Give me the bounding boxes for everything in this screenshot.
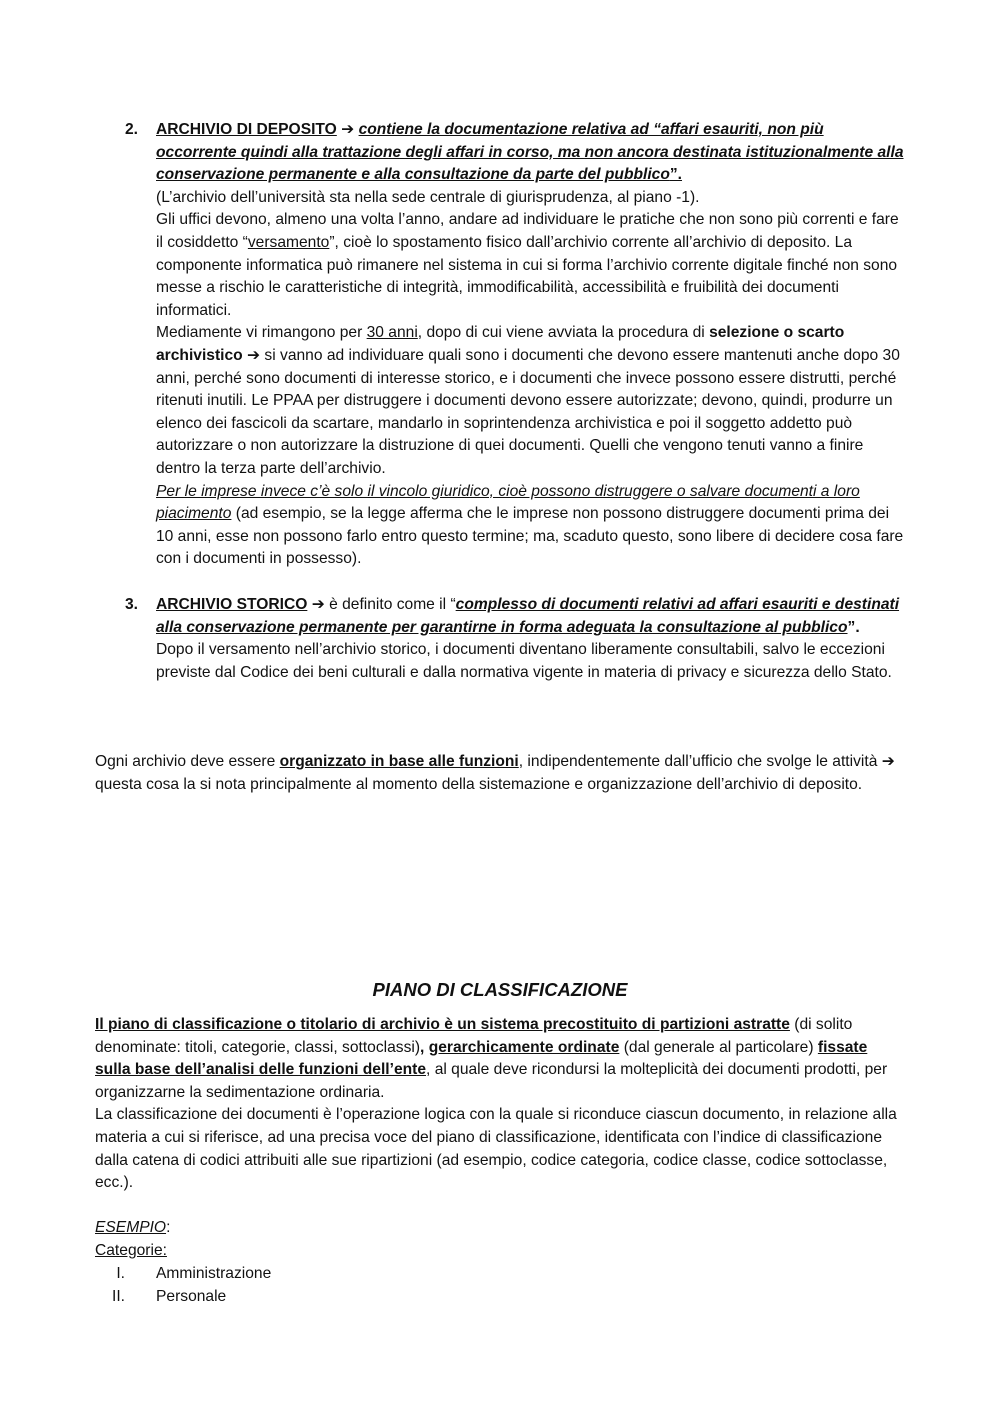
list-item-body — [156, 594, 905, 684]
imprese-italic: Per le imprese invece c’è solo il vincolo giuridico, cioè possono distruggere o salvare documenti a loro piacimento — [156, 482, 860, 523]
classification-section — [95, 1014, 907, 1195]
heading-archivio-storico: ARCHIVIO STORICO — [156, 596, 308, 613]
list-item — [95, 1263, 495, 1286]
versamento-paragraph — [156, 209, 905, 322]
classification-operation: La classificazione dei documenti è l’operazione logica con la quale si riconduce ciascun documento, in relazione alla materia a cui si riferisce, ad una precisa voce del piano di classificazione, identificata con l’indice di classificazione dalla catena di codici attribuiti alle sue ripartizioni (ad esempio, codice categoria, codice classe, codice sottoclasse, ecc.). — [95, 1106, 897, 1192]
scarto-paragraph — [156, 322, 905, 480]
categories-label: Categorie: — [95, 1241, 167, 1259]
text-run: , indipendentemente dall’ufficio che svolge le attività — [518, 753, 882, 770]
list-number: 3. — [125, 596, 139, 613]
organize-paragraph — [95, 751, 907, 796]
text-run: si vanno ad individuare quali sono i documenti che devono essere mantenuti anche dopo 30 anni, perché sono documenti di interesse storico, e i documenti che invece possono essere distrutti, perché ritenuti inutili. Le PPAA per distruggere i documenti devono essere autorizzate; devono, quindi, produrre un elenco dei fascicoli da scartare, mandarlo in soprintendenza archivistica e poi il soggetto addetto può autorizzare o non autorizzare la distruzione di quei documenti. Quelli che vengono tenuti vanno a finire dentro la terza parte dell’archivio. — [156, 346, 900, 477]
text-run: , dopo di cui viene avviata la procedura di — [417, 324, 710, 342]
definition-paragraph — [156, 594, 905, 639]
text-run: è definito come il “ — [324, 596, 456, 613]
definition-text: complesso di documenti relativi ad affari esauriti e destinati alla conservazione permanente per garantirne in forma adeguata la consultazione al pubblico — [156, 596, 900, 636]
list-item — [95, 1286, 495, 1309]
list-item-body — [156, 119, 905, 571]
text-run: (di solito denominate: titoli, categorie, classi, sottoclassi) — [95, 1016, 853, 1056]
text-run: Gli uffici devono, almeno una volta l’anno, andare ad individuare le pratiche che non sono più correnti e fare il cosiddetto “ — [156, 211, 899, 251]
list-number: 2. — [125, 121, 139, 138]
definition-paragraph — [156, 119, 905, 187]
imprese-paragraph — [156, 481, 905, 571]
text-run: questa cosa la si nota principalmente al momento della sistemazione e organizzazione dell’archivio di deposito. — [95, 775, 863, 793]
text-run: (ad esempio, se la legge afferma che le imprese non possono distruggere documenti prima dei 10 anni, esse non possono farlo entro questo termine; ma, scaduto questo, sono libere di decidere cosa fare con i documenti in possesso). — [156, 505, 904, 568]
text-run: Ogni archivio deve essere — [95, 753, 280, 770]
roman-numeral: I. — [116, 1265, 125, 1282]
text-run: (dal generale al particolare) — [619, 1038, 818, 1056]
category-name: Amministrazione — [156, 1265, 272, 1282]
consultabili-paragraph: Dopo il versamento nell’archivio storico, i documenti diventano liberamente consultabili, salvo le eccezioni previste dal Codice dei beni culturali e dalla normativa vigente in materia di privacy e sicurezza dello Stato. — [156, 641, 892, 681]
definition-end: ”. — [669, 166, 683, 184]
definition-end: ”. — [847, 618, 860, 636]
text-run: Mediamente vi rimangono per — [156, 324, 367, 342]
category-name: Personale — [156, 1287, 227, 1305]
text-run: : — [166, 1219, 171, 1236]
bold-term: Il piano di classificazione o titolario di archivio è un sistema precostituito di partizioni astratte — [95, 1016, 790, 1033]
list-item-archivio-storico — [95, 594, 905, 684]
text-run: ”, cioè lo spostamento fisico dall’archivio corrente all’archivio di deposito. La componente informatica può rimanere nel sistema in cui si forma l’archivio corrente digitale finché non sono messe a rischio le caratteristiche di integrità, immodificabilità, accessibilità e fruibilità dei documenti informatici. — [156, 233, 898, 319]
note-text: (L’archivio dell’università sta nella sede centrale di giurisprudenza, al piano -1). — [156, 188, 700, 206]
years-term: 30 anni — [366, 324, 418, 342]
example-label-line — [95, 1217, 907, 1240]
list-item-archivio-deposito — [95, 119, 905, 571]
arrow-icon: ➔ — [311, 596, 325, 613]
arrow-icon: ➔ — [247, 346, 261, 364]
heading-archivio-deposito: ARCHIVIO DI DEPOSITO — [156, 121, 337, 138]
section-title: PIANO DI CLASSIFICAZIONE — [372, 979, 628, 1000]
text-run: , — [420, 1038, 429, 1056]
text-run: , al quale deve ricondursi la molteplicità dei documenti prodotti, per organizzarne la sedimentazione ordinaria. — [95, 1061, 888, 1101]
bold-term: gerarchicamente ordinate — [428, 1038, 620, 1056]
roman-numeral: II. — [112, 1287, 125, 1305]
organize-term: organizzato in base alle funzioni — [279, 753, 519, 770]
versamento-term: versamento — [247, 233, 330, 251]
arrow-icon: ➔ — [881, 753, 895, 770]
arrow-icon: ➔ — [341, 121, 355, 138]
definition-text: contiene la documentazione relativa ad “affari esauriti, non più occorrente quindi alla trattazione degli affari in corso, ma non ancora destinata istituzionalmente alla conservazione permanente e alla consultazione da parte del pubblico — [156, 121, 904, 184]
categories-list — [95, 1263, 495, 1308]
classification-definition — [95, 1014, 907, 1104]
example-label: ESEMPIO — [95, 1219, 167, 1236]
bold-term: fissate sulla base dell’analisi delle funzioni dell’ente — [95, 1038, 868, 1079]
scarto-term: selezione o scarto archivistico — [156, 324, 845, 364]
example-section — [95, 1217, 907, 1262]
